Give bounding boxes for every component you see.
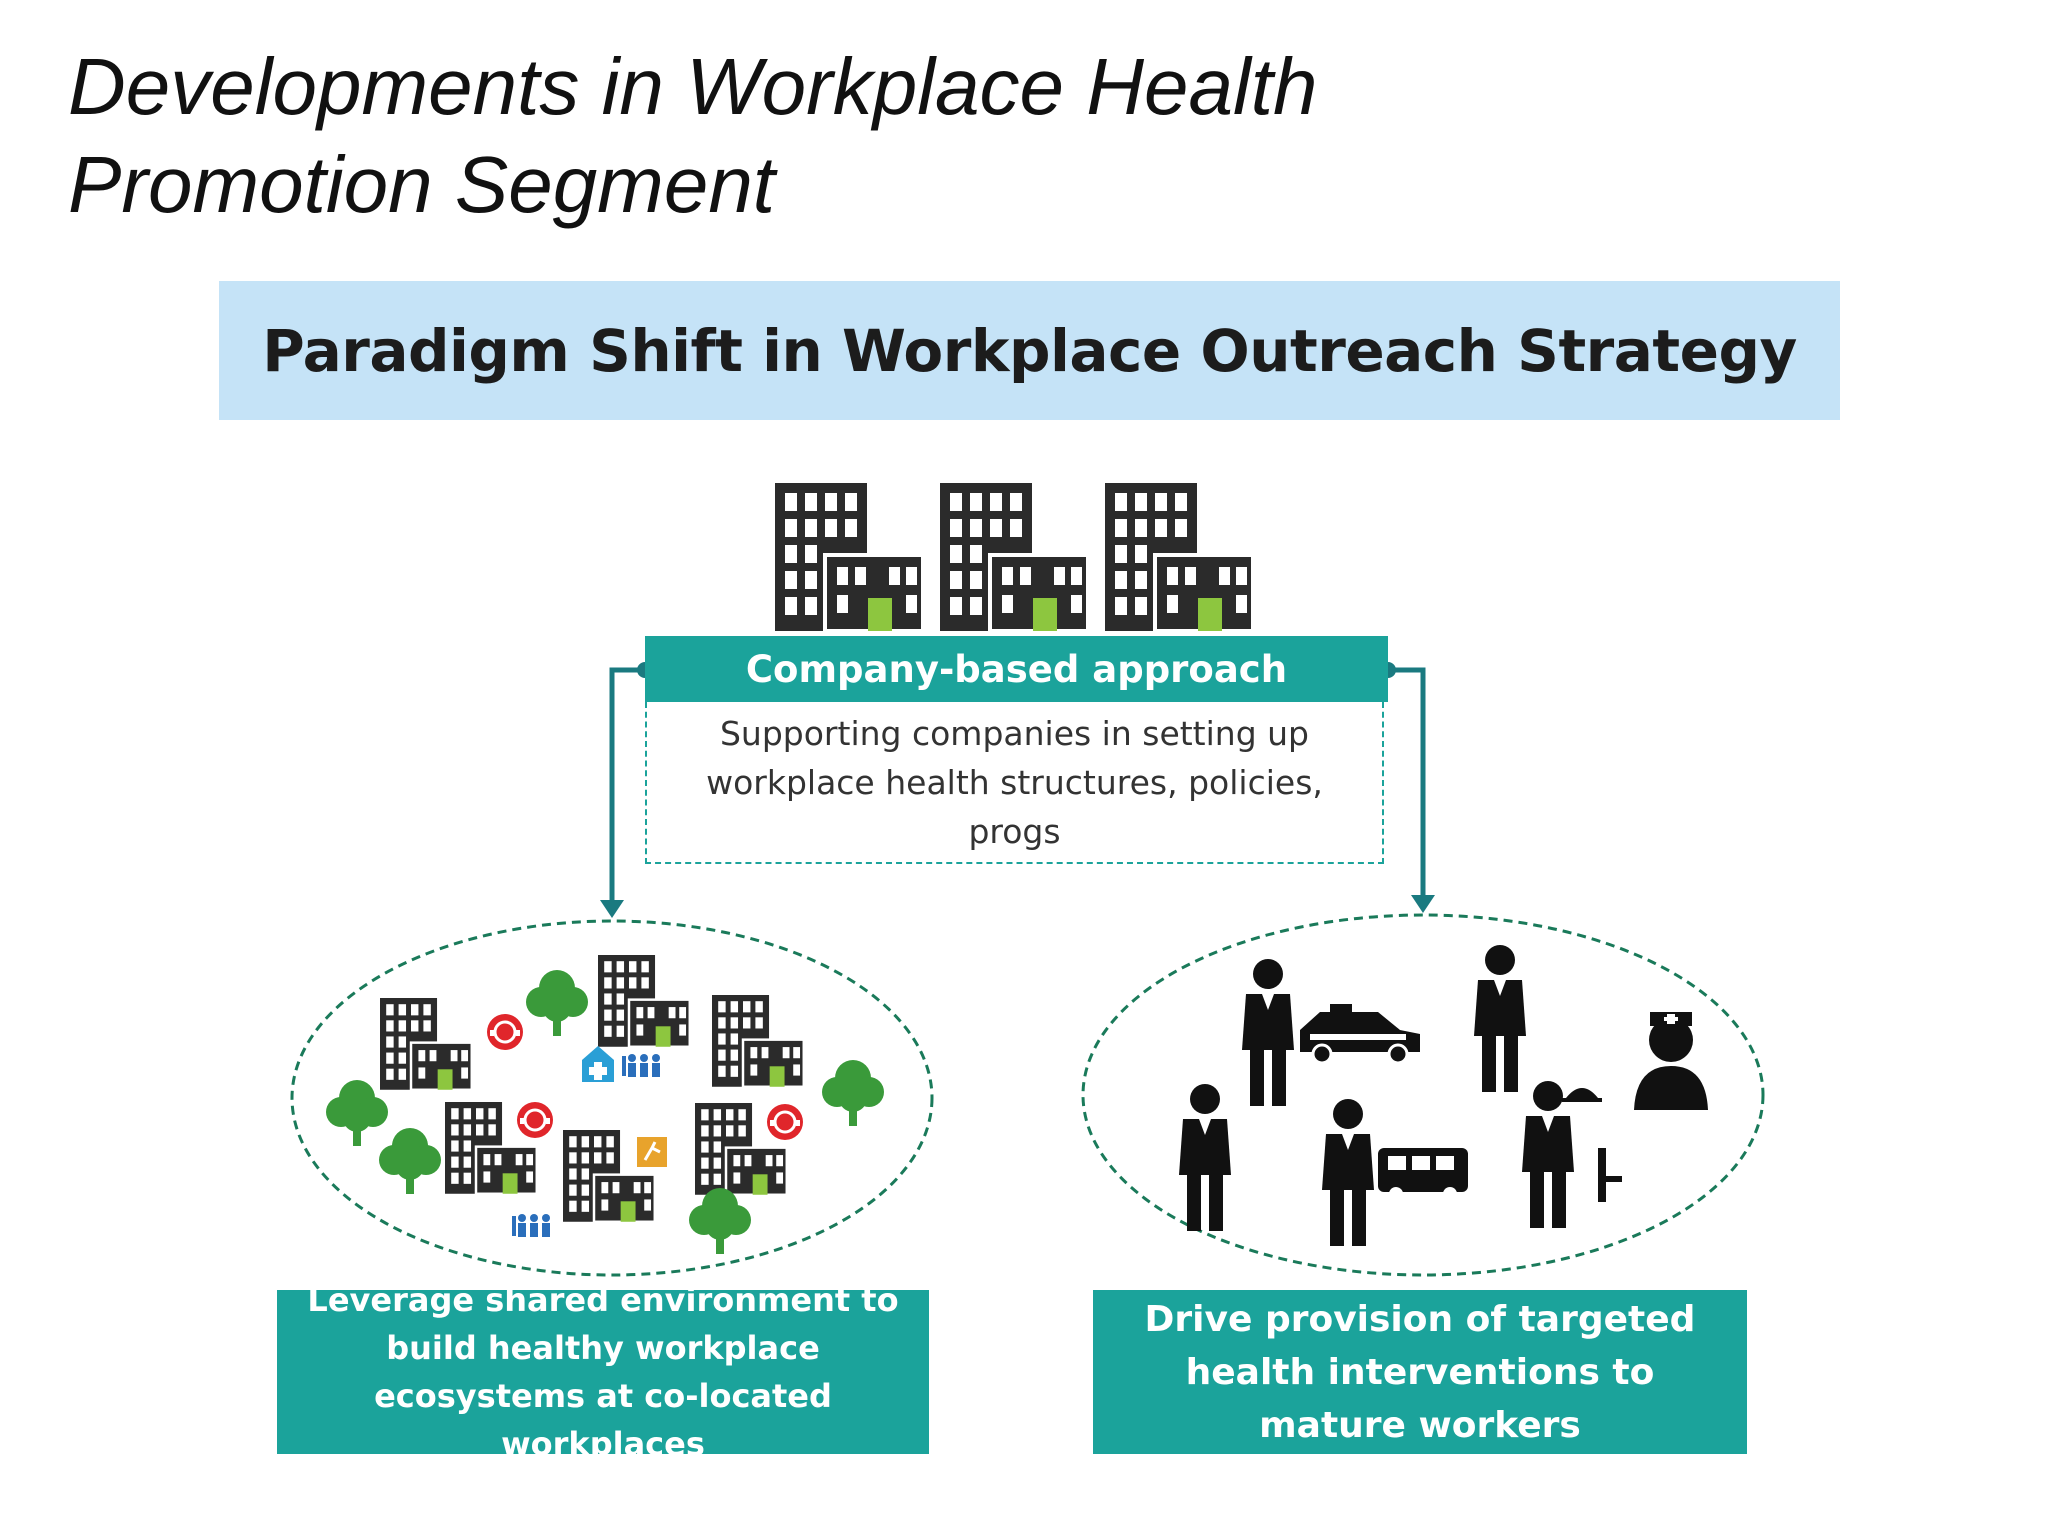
fitness-icon — [637, 1137, 667, 1167]
left-branch-caption-box — [277, 1281, 929, 1463]
office-building-icon — [775, 483, 923, 631]
office-building-icon — [380, 998, 472, 1090]
worker-icon — [1322, 1099, 1374, 1246]
tree-icon — [526, 970, 588, 1036]
bus-icon — [1378, 1148, 1468, 1201]
food-plate-icon — [767, 1104, 803, 1140]
food-plate-icon — [517, 1102, 553, 1138]
company-description-text: Supporting companies in setting up workplace health structures, policies, progs — [706, 713, 1323, 851]
tree-icon — [379, 1128, 441, 1194]
community-group-icon — [512, 1214, 550, 1237]
office-building-icon — [712, 995, 804, 1087]
worker-icon — [1242, 959, 1294, 1106]
company-approach-description — [645, 702, 1384, 864]
right-connector — [1380, 662, 1435, 913]
slide-title-line1: Developments in Workplace Health — [68, 42, 1318, 131]
right-branch-caption: Drive provision of targeted health interventions to mature workers — [1144, 1298, 1696, 1446]
chair-icon — [1598, 1148, 1622, 1202]
office-building-icon — [940, 483, 1088, 631]
slide-title-line2: Promotion Segment — [68, 140, 776, 229]
company-approach-header: Company-based approach — [645, 636, 1388, 702]
community-group-icon — [622, 1054, 660, 1077]
worker-icon — [1474, 945, 1526, 1092]
taxi-icon — [1300, 1004, 1420, 1063]
left-branch-caption: Leverage shared environment to build healthy workplace ecosystems at co-located workplaces — [307, 1281, 899, 1463]
worker-icon — [1179, 1084, 1231, 1231]
worker-icon — [1522, 1081, 1574, 1228]
tree-icon — [326, 1080, 388, 1146]
serving-tray-icon — [1562, 1088, 1602, 1102]
banner-title: Paradigm Shift in Workplace Outreach Strategy — [262, 316, 1797, 385]
right-branch-caption-box — [1093, 1290, 1747, 1454]
office-building-icon — [1105, 483, 1253, 631]
food-plate-icon — [487, 1014, 523, 1050]
clinic-icon — [582, 1046, 614, 1082]
tree-icon — [822, 1060, 884, 1126]
tree-icon — [689, 1188, 751, 1254]
nurse-icon — [1634, 1012, 1708, 1110]
office-building-icon — [598, 955, 690, 1047]
